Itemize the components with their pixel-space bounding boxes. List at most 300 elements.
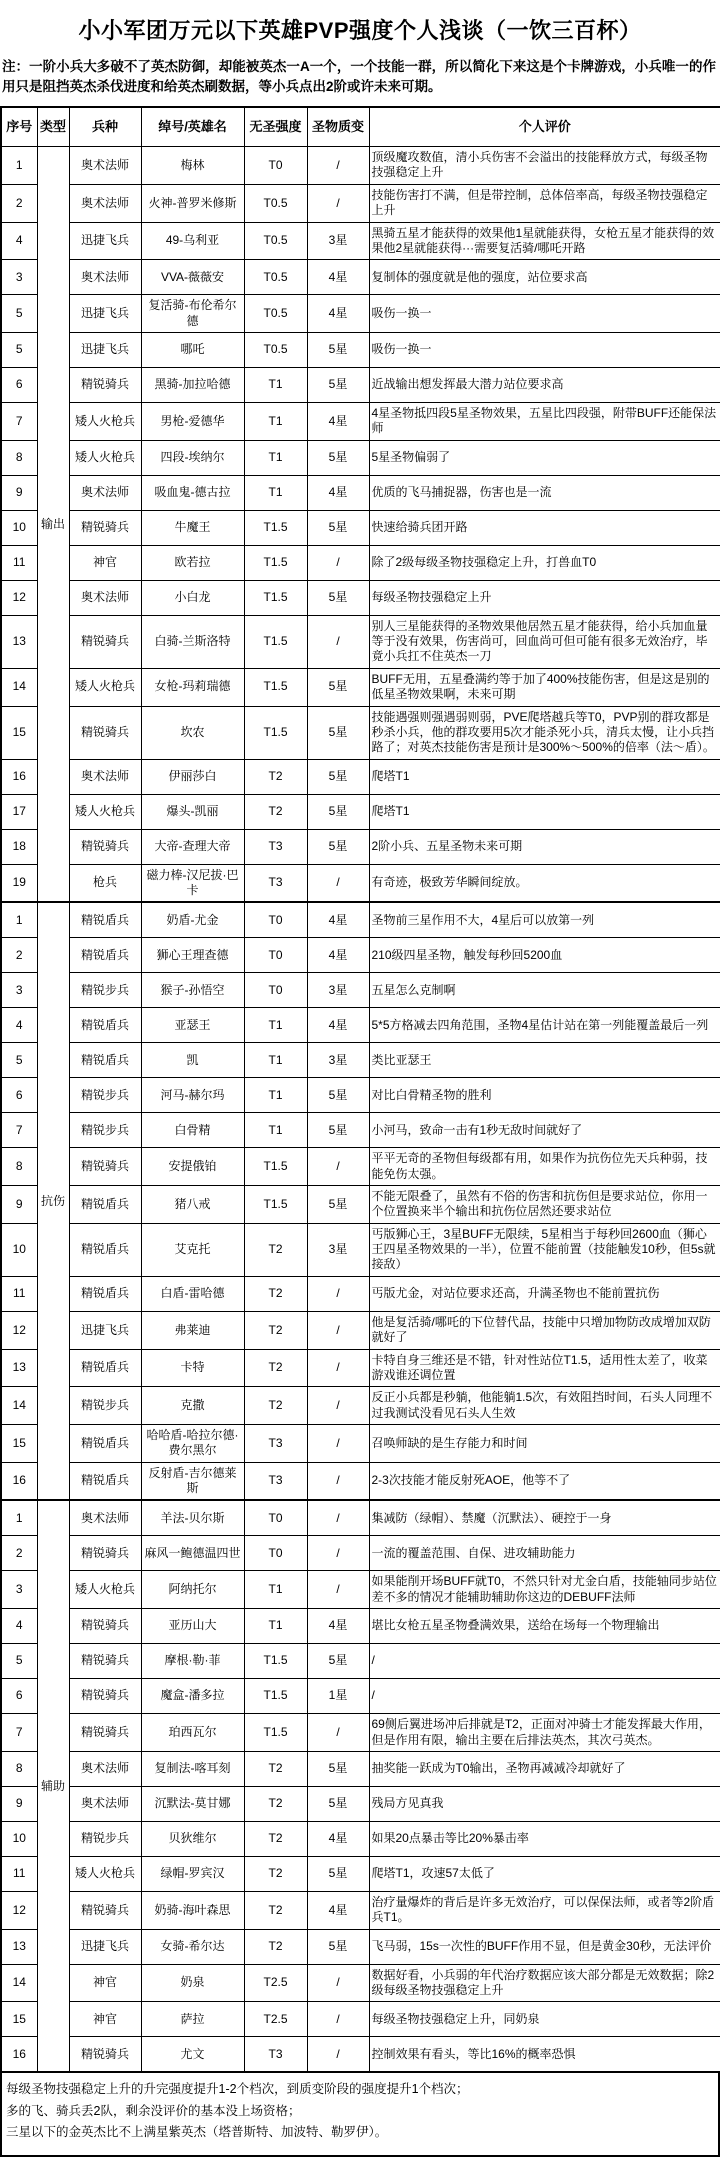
cell-tier: T2	[244, 1786, 307, 1821]
cell-tier: T2	[244, 1311, 307, 1349]
cell-seq: 7	[1, 1714, 37, 1752]
cell-tier: T0	[244, 1500, 307, 1536]
cell-hero-name: 安提俄铂	[141, 1148, 244, 1186]
cell-seq: 14	[1, 1387, 37, 1425]
cell-relic-grade: 4星	[307, 1891, 369, 1929]
table-row	[1, 1008, 720, 1043]
cell-hero-name: 四段-埃纳尔	[141, 440, 244, 475]
cell-relic-grade: 3星	[307, 1223, 369, 1276]
header-type: 类型	[37, 107, 69, 147]
header-seq: 序号	[1, 107, 37, 147]
cell-unit-type: 精锐盾兵	[69, 902, 141, 938]
cell-hero-name: 奶泉	[141, 1964, 244, 2002]
cell-comment: BUFF无用，五星叠满约等于加了400%技能伤害，但是这是别的低星圣物效果啊，未来可期	[369, 668, 720, 706]
cell-hero-name: 尤文	[141, 2037, 244, 2073]
cell-hero-name: 小白龙	[141, 580, 244, 615]
cell-unit-type: 精锐步兵	[69, 1821, 141, 1856]
cell-tier: T0	[244, 973, 307, 1008]
table-row	[1, 1043, 720, 1078]
table-row	[1, 706, 720, 759]
cell-tier: T1	[244, 1008, 307, 1043]
cell-hero-name: 阿纳托尔	[141, 1571, 244, 1609]
table-row	[1, 1424, 720, 1462]
cell-tier: T0.5	[244, 333, 307, 368]
cell-hero-name: 艾克托	[141, 1223, 244, 1276]
cell-unit-type: 迅捷飞兵	[69, 333, 141, 368]
table-row	[1, 184, 720, 222]
header-hero-name: 绰号/英雄名	[141, 107, 244, 147]
cell-unit-type: 精锐骑兵	[69, 1536, 141, 1571]
cell-relic-grade: 4星	[307, 475, 369, 510]
cell-tier: T1.5	[244, 1148, 307, 1186]
cell-comment: 丐版尤金，对站位要求还高，升满圣物也不能前置抗伤	[369, 1276, 720, 1311]
cell-seq: 11	[1, 545, 37, 580]
cell-seq: 1	[1, 147, 37, 185]
cell-tier: T1.5	[244, 615, 307, 668]
table-header-row	[1, 107, 720, 147]
cell-seq: 7	[1, 403, 37, 441]
table-row	[1, 147, 720, 185]
cell-comment: 快速给骑兵团开路	[369, 510, 720, 545]
cell-tier: T1.5	[244, 706, 307, 759]
table-row	[1, 1113, 720, 1148]
cell-comment: 除了2级每级圣物技强稳定上升，打兽血T0	[369, 545, 720, 580]
cell-tier: T2	[244, 1751, 307, 1786]
table-row	[1, 1148, 720, 1186]
cell-comment: 顶级魔攻数值，清小兵伤害不会溢出的技能释放方式，每级圣物技强稳定上升	[369, 147, 720, 185]
table-row	[1, 1462, 720, 1500]
cell-unit-type: 神官	[69, 545, 141, 580]
cell-tier: T1	[244, 1043, 307, 1078]
cell-unit-type: 迅捷飞兵	[69, 1929, 141, 1964]
header-comment: 个人评价	[369, 107, 720, 147]
cell-seq: 10	[1, 510, 37, 545]
section-type-cell: 输出	[37, 147, 69, 903]
cell-hero-name: 奶盾-尤金	[141, 902, 244, 938]
cell-hero-name: 珀西瓦尔	[141, 1714, 244, 1752]
header-relic: 圣物质变	[307, 107, 369, 147]
cell-relic-grade: /	[307, 147, 369, 185]
cell-relic-grade: 5星	[307, 333, 369, 368]
cell-tier: T1	[244, 1113, 307, 1148]
cell-unit-type: 奥术法师	[69, 147, 141, 185]
table-row	[1, 1644, 720, 1679]
cell-relic-grade: /	[307, 1536, 369, 1571]
cell-relic-grade: /	[307, 1462, 369, 1500]
cell-seq: 9	[1, 1786, 37, 1821]
cell-tier: T1	[244, 475, 307, 510]
cell-relic-grade: /	[307, 1387, 369, 1425]
table-row	[1, 1751, 720, 1786]
cell-relic-grade: /	[307, 1276, 369, 1311]
cell-comment: 他是复活骑/哪吒的下位替代品，技能中只增加物防改成增加双防就好了	[369, 1311, 720, 1349]
cell-tier: T0.5	[244, 222, 307, 260]
cell-hero-name: 羊法-贝尔斯	[141, 1500, 244, 1536]
cell-comment: 优质的飞马捕捉器，伤害也是一流	[369, 475, 720, 510]
cell-tier: T3	[244, 1424, 307, 1462]
cell-seq: 2	[1, 184, 37, 222]
cell-unit-type: 精锐步兵	[69, 1387, 141, 1425]
cell-comment: 召唤师缺的是生存能力和时间	[369, 1424, 720, 1462]
footer-line: 多的飞、骑兵丢2队，剩余没评价的基本没上场资格；	[6, 2103, 301, 2118]
cell-comment: 飞马弱，15s一次性的BUFF作用不显，但是黄金30秒，无法评价	[369, 1929, 720, 1964]
cell-relic-grade: 4星	[307, 295, 369, 333]
cell-unit-type: 奥术法师	[69, 580, 141, 615]
cell-comment: 残局方见真我	[369, 1786, 720, 1821]
cell-hero-name: 伊丽莎白	[141, 759, 244, 794]
cell-relic-grade: 4星	[307, 1008, 369, 1043]
cell-unit-type: 精锐步兵	[69, 1113, 141, 1148]
cell-unit-type: 精锐步兵	[69, 1078, 141, 1113]
cell-tier: T2.5	[244, 1964, 307, 2002]
cell-relic-grade: /	[307, 184, 369, 222]
cell-tier: T2	[244, 794, 307, 829]
cell-comment: 堪比女枪五星圣物叠满效果，送给在场每一个物理输出	[369, 1609, 720, 1644]
cell-relic-grade: /	[307, 1500, 369, 1536]
table-row	[1, 1891, 720, 1929]
cell-tier: T2	[244, 1276, 307, 1311]
cell-comment: 爬塔T1	[369, 759, 720, 794]
cell-seq: 1	[1, 1500, 37, 1536]
cell-relic-grade: /	[307, 1571, 369, 1609]
cell-comment: 数据好看，小兵弱的年代治疗数据应该大部分都是无效数据；除2级每级圣物技强稳定上升	[369, 1964, 720, 2002]
cell-comment: 吸伤一换一	[369, 333, 720, 368]
table-row	[1, 1964, 720, 2002]
cell-unit-type: 精锐骑兵	[69, 1148, 141, 1186]
cell-tier: T2	[244, 1349, 307, 1387]
cell-unit-type: 精锐盾兵	[69, 1223, 141, 1276]
cell-tier: T3	[244, 864, 307, 902]
cell-comment: 控制效果有看头，等比16%的概率恐惧	[369, 2037, 720, 2073]
cell-seq: 8	[1, 1751, 37, 1786]
cell-hero-name: 大帝-查理大帝	[141, 829, 244, 864]
cell-seq: 13	[1, 615, 37, 668]
cell-comment: 五星怎么克制啊	[369, 973, 720, 1008]
cell-seq: 3	[1, 1571, 37, 1609]
cell-unit-type: 精锐骑兵	[69, 1891, 141, 1929]
cell-seq: 15	[1, 706, 37, 759]
table-row	[1, 333, 720, 368]
cell-relic-grade: /	[307, 2002, 369, 2037]
cell-comment: 有奇迹，极致芳华瞬间绽放。	[369, 864, 720, 902]
cell-unit-type: 精锐盾兵	[69, 1186, 141, 1224]
cell-seq: 4	[1, 1609, 37, 1644]
cell-unit-type: 迅捷飞兵	[69, 1311, 141, 1349]
cell-unit-type: 精锐盾兵	[69, 1349, 141, 1387]
table-row	[1, 368, 720, 403]
cell-tier: T1.5	[244, 580, 307, 615]
cell-unit-type: 奥术法师	[69, 184, 141, 222]
cell-tier: T1.5	[244, 668, 307, 706]
cell-relic-grade: 4星	[307, 260, 369, 295]
cell-relic-grade: 4星	[307, 1821, 369, 1856]
table-body	[1, 147, 720, 2073]
cell-relic-grade: /	[307, 1311, 369, 1349]
cell-relic-grade: /	[307, 2037, 369, 2073]
cell-relic-grade: 5星	[307, 668, 369, 706]
cell-unit-type: 精锐骑兵	[69, 2037, 141, 2073]
cell-unit-type: 神官	[69, 1964, 141, 2002]
cell-seq: 12	[1, 580, 37, 615]
cell-unit-type: 精锐盾兵	[69, 1462, 141, 1500]
cell-tier: T1.5	[244, 1714, 307, 1752]
cell-seq: 8	[1, 1148, 37, 1186]
table-row	[1, 1929, 720, 1964]
table-row	[1, 580, 720, 615]
cell-seq: 2	[1, 938, 37, 973]
cell-hero-name: 女枪-玛莉瑞德	[141, 668, 244, 706]
cell-hero-name: 火神-普罗米修斯	[141, 184, 244, 222]
cell-unit-type: 迅捷飞兵	[69, 295, 141, 333]
cell-seq: 13	[1, 1929, 37, 1964]
cell-unit-type: 精锐骑兵	[69, 706, 141, 759]
cell-seq: 14	[1, 668, 37, 706]
cell-relic-grade: /	[307, 1964, 369, 2002]
cell-comment: 一流的覆盖范围、自保、进攻辅助能力	[369, 1536, 720, 1571]
cell-hero-name: 狮心王理查德	[141, 938, 244, 973]
cell-relic-grade: /	[307, 1424, 369, 1462]
cell-seq: 6	[1, 1679, 37, 1714]
cell-hero-name: 反射盾-吉尔德莱斯	[141, 1462, 244, 1500]
cell-tier: T2	[244, 759, 307, 794]
table-row	[1, 864, 720, 902]
cell-hero-name: 复活骑-布伦希尔德	[141, 295, 244, 333]
cell-relic-grade: 4星	[307, 403, 369, 441]
cell-seq: 5	[1, 1043, 37, 1078]
cell-relic-grade: 5星	[307, 1751, 369, 1786]
table-row	[1, 403, 720, 441]
cell-hero-name: 哈哈盾-哈拉尔德·费尔黑尔	[141, 1424, 244, 1462]
cell-hero-name: 梅林	[141, 147, 244, 185]
cell-unit-type: 奥术法师	[69, 1786, 141, 1821]
cell-tier: T2	[244, 1891, 307, 1929]
cell-comment: 如果20点暴击等比20%暴击率	[369, 1821, 720, 1856]
cell-tier: T0	[244, 938, 307, 973]
cell-relic-grade: 4星	[307, 1609, 369, 1644]
cell-relic-grade: 5星	[307, 1929, 369, 1964]
cell-hero-name: VVA-薇薇安	[141, 260, 244, 295]
cell-seq: 9	[1, 1186, 37, 1224]
cell-seq: 18	[1, 829, 37, 864]
cell-seq: 2	[1, 1536, 37, 1571]
cell-comment: 4星圣物抵四段5星圣物效果，五星比四段强，附带BUFF还能保法师	[369, 403, 720, 441]
table-row	[1, 545, 720, 580]
table-row	[1, 510, 720, 545]
table-row	[1, 668, 720, 706]
cell-tier: T1	[244, 368, 307, 403]
cell-hero-name: 奶骑-海叶森思	[141, 1891, 244, 1929]
cell-unit-type: 精锐盾兵	[69, 1043, 141, 1078]
cell-relic-grade: /	[307, 1148, 369, 1186]
table-row	[1, 794, 720, 829]
cell-tier: T1.5	[244, 545, 307, 580]
cell-hero-name: 麻风一鲍德温四世	[141, 1536, 244, 1571]
cell-tier: T3	[244, 2037, 307, 2073]
cell-hero-name: 白骨精	[141, 1113, 244, 1148]
cell-seq: 8	[1, 440, 37, 475]
cell-unit-type: 精锐骑兵	[69, 510, 141, 545]
cell-seq: 15	[1, 1424, 37, 1462]
cell-tier: T2.5	[244, 2002, 307, 2037]
cell-relic-grade: 5星	[307, 1786, 369, 1821]
cell-seq: 16	[1, 1462, 37, 1500]
cell-hero-name: 凯	[141, 1043, 244, 1078]
cell-comment: /	[369, 1644, 720, 1679]
cell-hero-name: 吸血鬼-德古拉	[141, 475, 244, 510]
cell-seq: 11	[1, 1856, 37, 1891]
cell-hero-name: 白骑-兰斯洛特	[141, 615, 244, 668]
cell-relic-grade: 5星	[307, 1856, 369, 1891]
cell-seq: 16	[1, 2037, 37, 2073]
cell-relic-grade: 3星	[307, 222, 369, 260]
cell-unit-type: 奥术法师	[69, 475, 141, 510]
cell-seq: 15	[1, 2002, 37, 2037]
cell-hero-name: 绿帽-罗宾汉	[141, 1856, 244, 1891]
cell-relic-grade: /	[307, 1349, 369, 1387]
cell-tier: T1	[244, 1609, 307, 1644]
cell-relic-grade: 5星	[307, 440, 369, 475]
cell-seq: 12	[1, 1891, 37, 1929]
cell-hero-name: 弗莱迪	[141, 1311, 244, 1349]
cell-unit-type: 奥术法师	[69, 759, 141, 794]
table-row	[1, 938, 720, 973]
cell-relic-grade: /	[307, 615, 369, 668]
cell-comment: 5*5方格减去四角范围，圣物4星估计站在第一列能覆盖最后一列	[369, 1008, 720, 1043]
cell-tier: T1.5	[244, 1679, 307, 1714]
cell-seq: 3	[1, 973, 37, 1008]
header-unit-type: 兵种	[69, 107, 141, 147]
table-row	[1, 440, 720, 475]
cell-relic-grade: 1星	[307, 1679, 369, 1714]
cell-unit-type: 奥术法师	[69, 1500, 141, 1536]
cell-comment: 平平无奇的圣物但每级都有用，如果作为抗伤位先天兵种弱，技能免伤太强。	[369, 1148, 720, 1186]
cell-unit-type: 精锐盾兵	[69, 1008, 141, 1043]
table-row	[1, 1387, 720, 1425]
cell-relic-grade: 5星	[307, 368, 369, 403]
cell-tier: T0.5	[244, 260, 307, 295]
cell-comment: /	[369, 1679, 720, 1714]
cell-comment: 反正小兵都是秒躺，他能躺1.5次，有效阻挡时间，石头人同理不过我测试没看见石头人生效	[369, 1387, 720, 1425]
cell-comment: 圣物前三星作用不大，4星后可以放第一列	[369, 902, 720, 938]
cell-seq: 6	[1, 1078, 37, 1113]
hero-strength-table	[0, 106, 720, 2073]
cell-hero-name: 贝狄维尔	[141, 1821, 244, 1856]
cell-tier: T2	[244, 1223, 307, 1276]
table-row	[1, 295, 720, 333]
cell-relic-grade: 5星	[307, 1186, 369, 1224]
table-row	[1, 1276, 720, 1311]
table-row	[1, 1536, 720, 1571]
cell-comment: 抽奖能一跃成为T0输出，圣物再减减冷却就好了	[369, 1751, 720, 1786]
cell-hero-name: 复制法-喀耳刻	[141, 1751, 244, 1786]
cell-tier: T1	[244, 1078, 307, 1113]
cell-comment: 黑骑五星才能获得的效果他1星就能获得，女枪五星才能获得的效果他2星就能获得···需要复活骑/哪吒开路	[369, 222, 720, 260]
cell-relic-grade: 5星	[307, 759, 369, 794]
cell-unit-type: 枪兵	[69, 864, 141, 902]
note-text: 注：一阶小兵大多破不了英杰防御，却能被英杰一A一个，一个技能一群，所以简化下来这是个卡牌游戏，小兵唯一的作用只是阻挡英杰杀伐进度和给英杰刷数据，等小兵点出2阶或许未来可期。	[2, 59, 716, 94]
cell-hero-name: 克撒	[141, 1387, 244, 1425]
cell-comment: 吸伤一换一	[369, 295, 720, 333]
cell-comment: 近战输出想发挥最大潜力站位要求高	[369, 368, 720, 403]
cell-comment: 治疗量爆炸的背后是许多无效治疗，可以保保法师，或者等2阶盾兵T1。	[369, 1891, 720, 1929]
cell-tier: T2	[244, 1856, 307, 1891]
cell-hero-name: 亚历山大	[141, 1609, 244, 1644]
cell-hero-name: 磁力棒-汉尼拔·巴卡	[141, 864, 244, 902]
table-row	[1, 260, 720, 295]
cell-relic-grade: 5星	[307, 510, 369, 545]
cell-comment: 技能伤害打不满，但是带控制，总体倍率高，每级圣物技强稳定上升	[369, 184, 720, 222]
cell-unit-type: 精锐骑兵	[69, 1714, 141, 1752]
cell-unit-type: 矮人火枪兵	[69, 1856, 141, 1891]
cell-hero-name: 坎农	[141, 706, 244, 759]
cell-tier: T1	[244, 1571, 307, 1609]
cell-hero-name: 49-乌利亚	[141, 222, 244, 260]
cell-unit-type: 神官	[69, 2002, 141, 2037]
cell-unit-type: 精锐盾兵	[69, 938, 141, 973]
cell-relic-grade: /	[307, 1714, 369, 1752]
cell-unit-type: 精锐骑兵	[69, 1644, 141, 1679]
cell-seq: 5	[1, 295, 37, 333]
cell-seq: 17	[1, 794, 37, 829]
cell-tier: T0.5	[244, 295, 307, 333]
cell-relic-grade: 5星	[307, 1113, 369, 1148]
cell-relic-grade: /	[307, 864, 369, 902]
cell-relic-grade: 5星	[307, 829, 369, 864]
cell-hero-name: 萨拉	[141, 2002, 244, 2037]
cell-comment: 如果能削开场BUFF就T0，不然只针对尤金白盾，技能轴同步站位差不多的情况才能辅助辅助你这边的DEBUFF法师	[369, 1571, 720, 1609]
table-row	[1, 1609, 720, 1644]
cell-unit-type: 精锐骑兵	[69, 368, 141, 403]
cell-tier: T1.5	[244, 1644, 307, 1679]
cell-seq: 3	[1, 260, 37, 295]
cell-unit-type: 精锐骑兵	[69, 1679, 141, 1714]
cell-comment: 69侧后翼进场冲后排就是T2，正面对冲骑士才能发挥最大作用，但是作用有限，输出主要在后排法英杰，其次弓英杰。	[369, 1714, 720, 1752]
cell-relic-grade: 5星	[307, 580, 369, 615]
table-row	[1, 1821, 720, 1856]
table-row	[1, 1786, 720, 1821]
cell-unit-type: 奥术法师	[69, 260, 141, 295]
cell-unit-type: 精锐骑兵	[69, 1609, 141, 1644]
section-type-cell: 辅助	[37, 1500, 69, 2072]
table-row	[1, 1571, 720, 1609]
cell-unit-type: 矮人火枪兵	[69, 403, 141, 441]
cell-unit-type: 精锐步兵	[69, 973, 141, 1008]
cell-seq: 10	[1, 1223, 37, 1276]
cell-unit-type: 精锐骑兵	[69, 829, 141, 864]
table-row	[1, 1349, 720, 1387]
cell-seq: 13	[1, 1349, 37, 1387]
cell-relic-grade: 3星	[307, 973, 369, 1008]
cell-relic-grade: /	[307, 545, 369, 580]
cell-comment: 每级圣物技强稳定上升	[369, 580, 720, 615]
cell-unit-type: 精锐骑兵	[69, 615, 141, 668]
cell-tier: T0	[244, 147, 307, 185]
cell-comment: 别人三星能获得的圣物效果他居然五星才能获得，给小兵加血量等于没有效果，伤害尚可，回血尚可但可能有很多无效治疗，毕竟小兵扛不住英杰一刀	[369, 615, 720, 668]
table-row	[1, 2037, 720, 2073]
table-row	[1, 475, 720, 510]
cell-relic-grade: 4星	[307, 938, 369, 973]
cell-hero-name: 哪吒	[141, 333, 244, 368]
cell-hero-name: 欧若拉	[141, 545, 244, 580]
cell-relic-grade: 5星	[307, 794, 369, 829]
header-tier: 无圣强度	[244, 107, 307, 147]
cell-comment: 集减防（绿帽）、禁魔（沉默法）、硬控于一身	[369, 1500, 720, 1536]
cell-hero-name: 男枪-爱德华	[141, 403, 244, 441]
cell-relic-grade: 5星	[307, 1644, 369, 1679]
table-row	[1, 1856, 720, 1891]
cell-hero-name: 河马-赫尔玛	[141, 1078, 244, 1113]
table-row	[1, 1714, 720, 1752]
